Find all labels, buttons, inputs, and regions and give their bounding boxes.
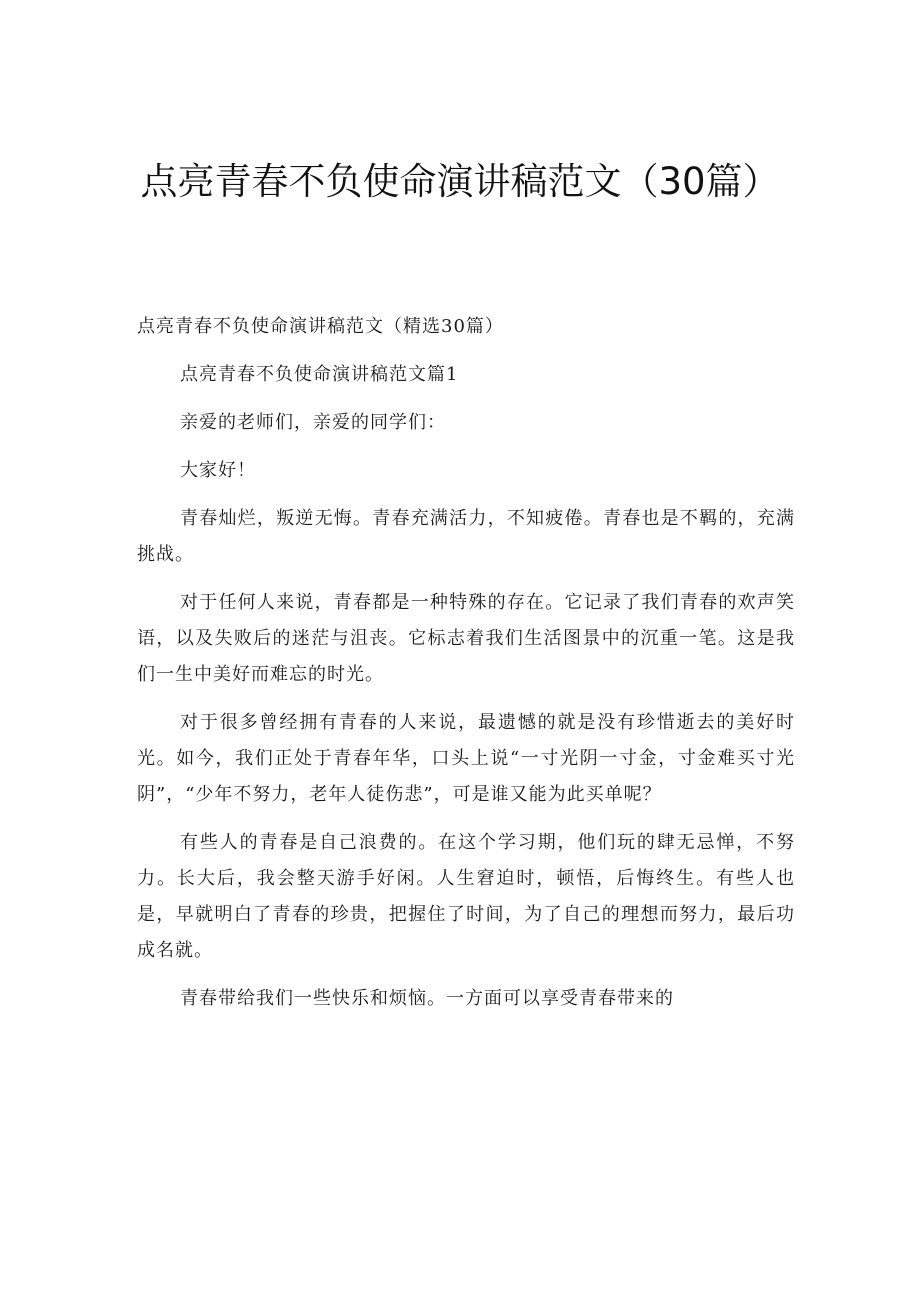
greeting: 大家好！ <box>180 460 256 481</box>
paragraph: 青春灿烂，叛逆无悔。青春充满活力，不知疲倦。青春也是不羁的，充满挑战。 <box>137 508 795 565</box>
document-subtitle: 点亮青春不负使命演讲稿范文（精选30篇） <box>137 316 504 337</box>
document-body <box>137 309 795 1029</box>
paragraph: 青春带给我们一些快乐和烦恼。一方面可以享受青春带来的 <box>180 988 674 1009</box>
paragraph: 有些人的青春是自己浪费的。在这个学习期，他们玩的肆无忌惮，不努力。长大后，我会整天游手好闲。人生窘迫时，顿悟，后悔终生。有些人也是，早就明白了青春的珍贵，把握住了时间，为了自己的理想而努力，最后功成名就。 <box>137 832 795 961</box>
section-heading: 点亮青春不负使命演讲稿范文篇1 <box>180 364 459 385</box>
document-title: 点亮青春不负使命演讲稿范文（30篇） <box>140 160 780 203</box>
salutation: 亲爱的老师们，亲爱的同学们： <box>180 412 446 433</box>
paragraph: 对于很多曾经拥有青春的人来说，最遗憾的就是没有珍惜逝去的美好时光。如今，我们正处于青春年华，口头上说“一寸光阴一寸金，寸金难买寸光阴”，“少年不努力，老年人徒伤悲”，可是谁又能为此买单呢？ <box>137 712 795 805</box>
paragraph: 对于任何人来说，青春都是一种特殊的存在。它记录了我们青春的欢声笑语，以及失败后的迷茫与沮丧。它标志着我们生活图景中的沉重一笔。这是我们一生中美好而难忘的时光。 <box>137 592 795 685</box>
